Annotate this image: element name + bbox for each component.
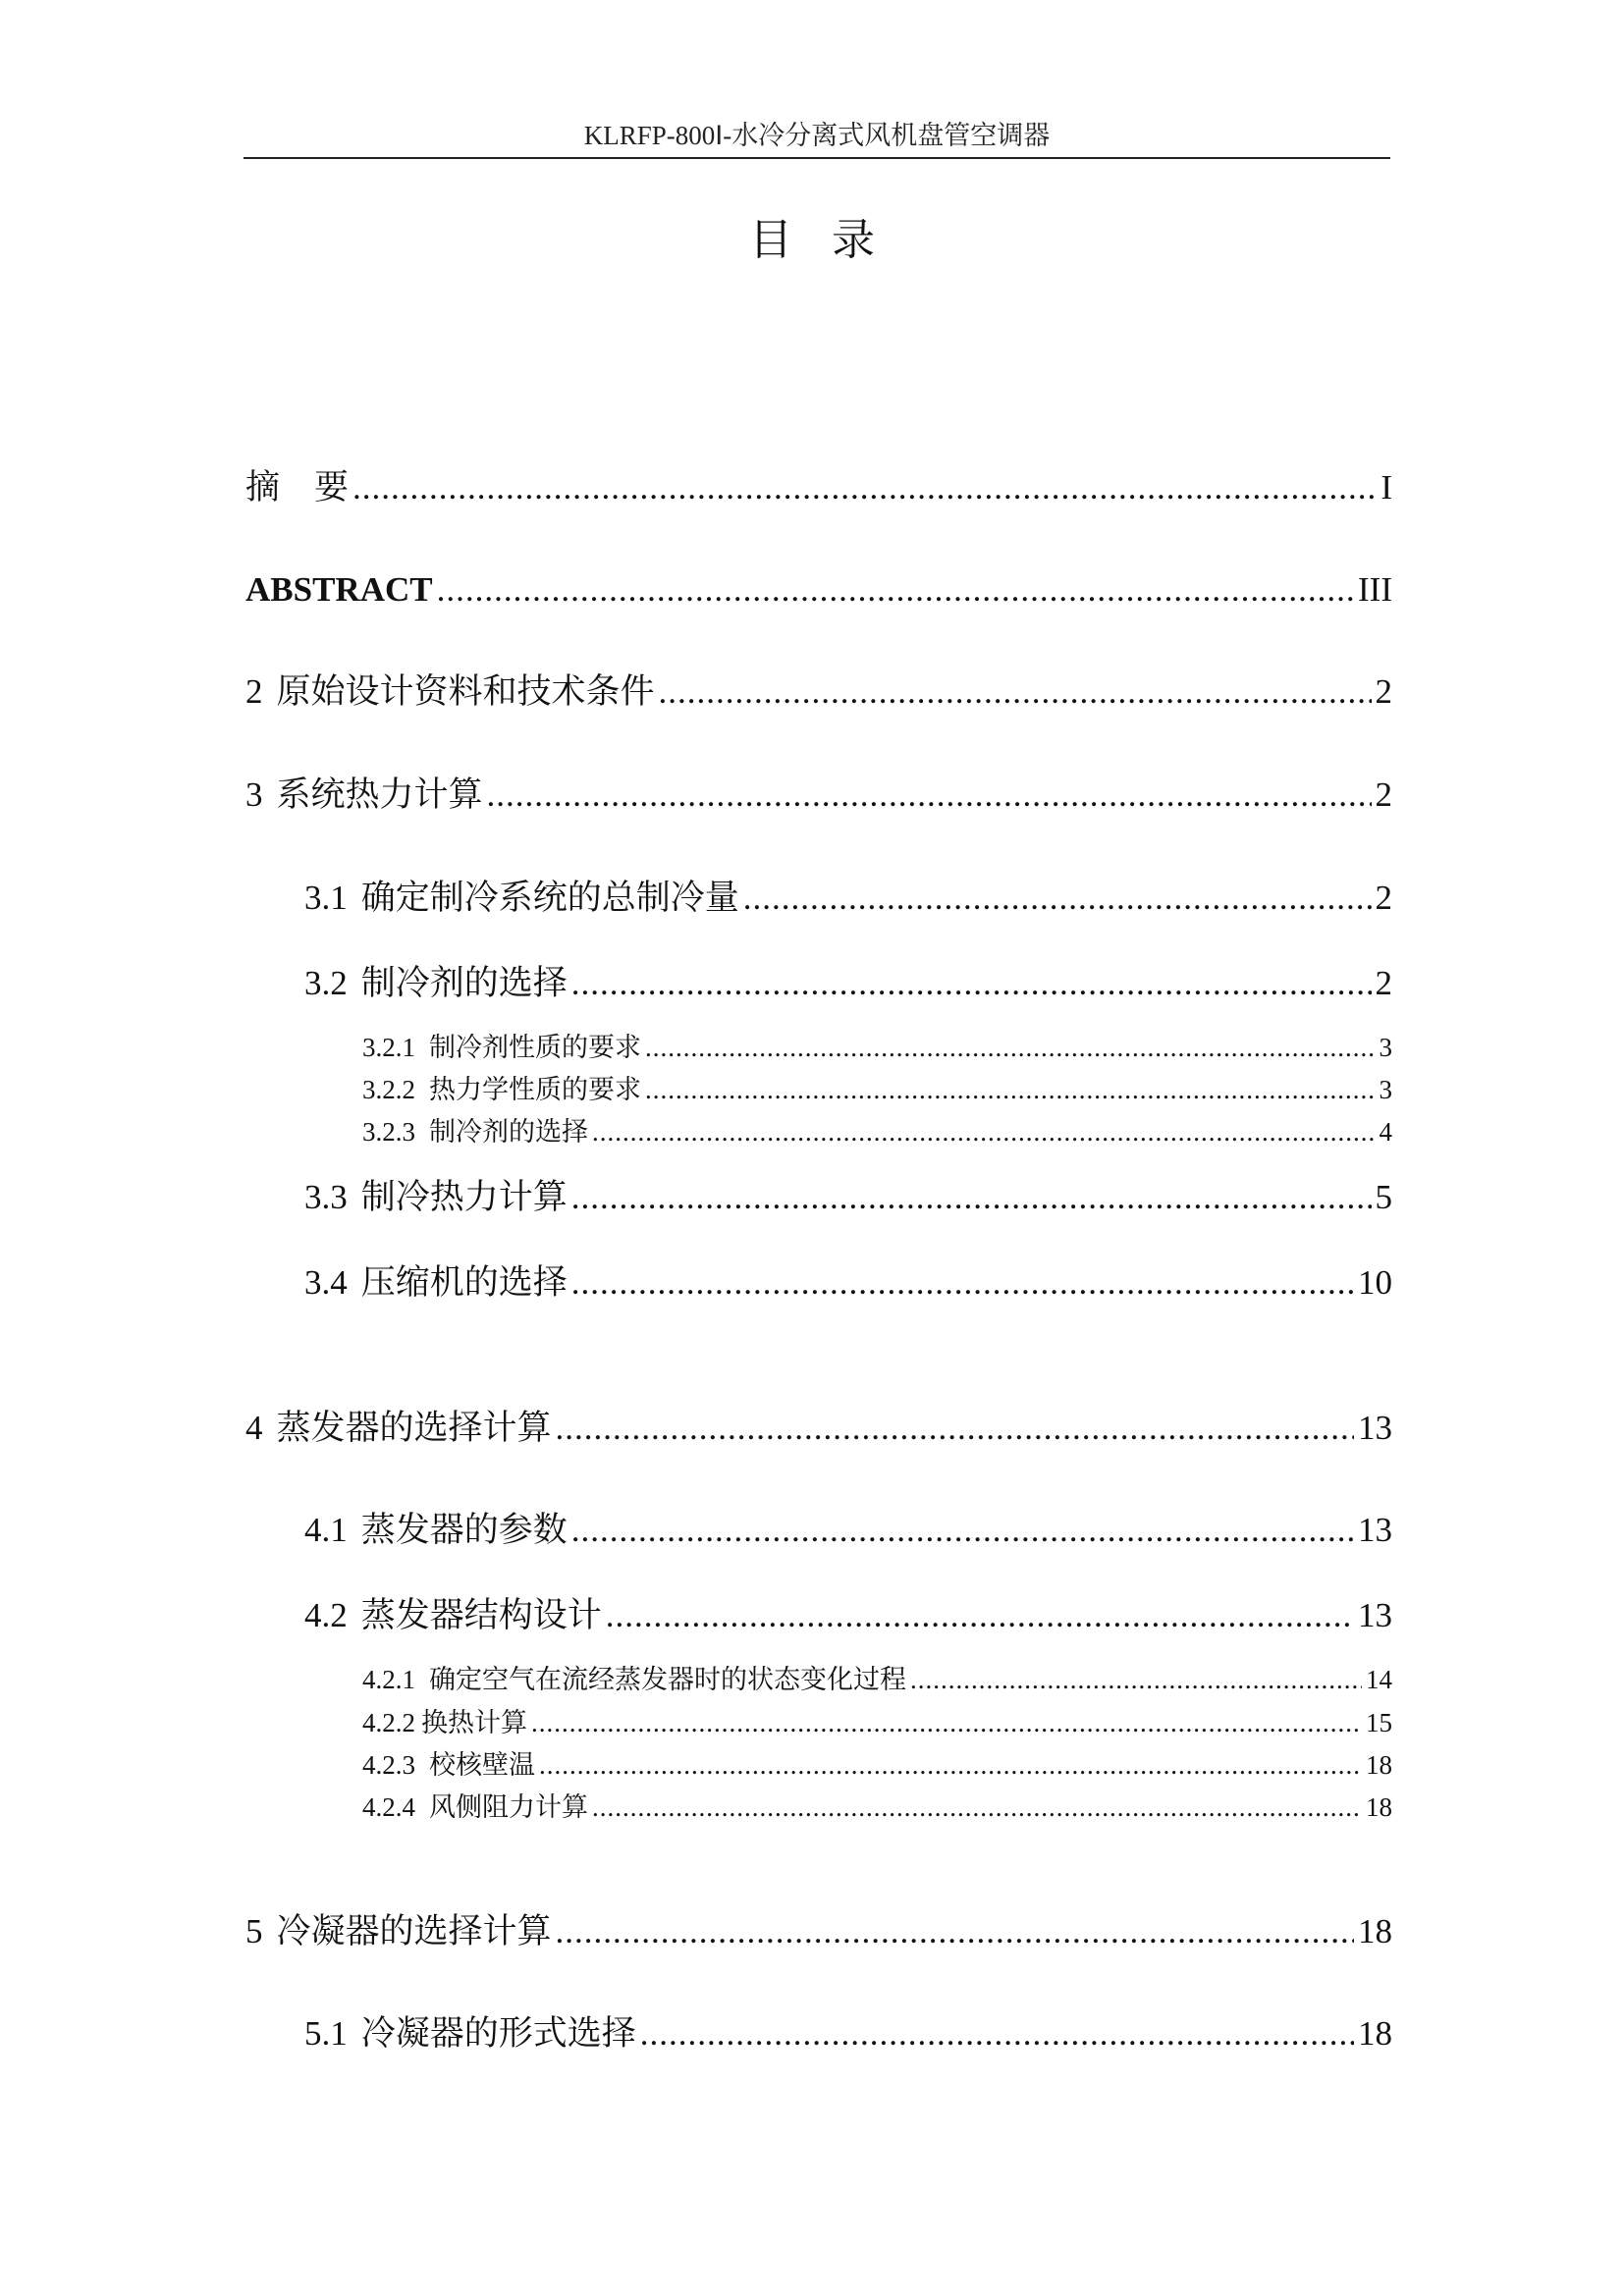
toc-entry-label: 制冷热力计算	[360, 1178, 568, 1217]
toc-entry-page: 2	[1375, 775, 1392, 814]
toc-entry-number: 4.2	[304, 1596, 348, 1634]
toc-entry-label: 摘 要	[245, 468, 350, 507]
toc-entry-ch4[interactable]	[245, 1404, 1392, 1453]
toc-entry-number: 4.2.2	[362, 1708, 415, 1737]
toc-entry-page: 13	[1358, 1511, 1392, 1549]
toc-leader-dots	[556, 1907, 1354, 1956]
toc-leader-dots	[571, 1506, 1354, 1555]
toc-entry-4-2-1[interactable]	[362, 1661, 1392, 1699]
toc-entry-number: 4	[245, 1409, 263, 1447]
toc-entry-label: 风侧阻力计算	[429, 1792, 588, 1823]
toc-entry-label: 蒸发器结构设计	[360, 1596, 602, 1635]
toc-entry-4-2-2[interactable]	[362, 1704, 1392, 1742]
toc-entry-number: 3	[245, 775, 263, 814]
toc-entry-3-2-2[interactable]	[362, 1071, 1392, 1109]
toc-entry-4-2-4[interactable]	[362, 1789, 1392, 1827]
toc-entry-5-1[interactable]	[304, 2009, 1392, 2058]
toc-entry-number: 5	[245, 1912, 263, 1950]
toc-entry-page: 5	[1375, 1178, 1392, 1216]
toc-entry-4-2[interactable]	[304, 1591, 1392, 1640]
toc-leader-dots	[352, 463, 1377, 512]
toc-entry-page: 18	[1366, 1792, 1392, 1822]
toc-entry-label: 制冷剂的选择	[429, 1117, 588, 1148]
toc-entry-label: 压缩机的选择	[360, 1263, 568, 1303]
toc-entry-label: 蒸发器的选择计算	[276, 1409, 552, 1448]
toc-entry-ch3[interactable]	[245, 771, 1392, 820]
header-rule	[244, 157, 1390, 159]
toc-leader-dots	[592, 1789, 1362, 1826]
toc-entry-label: 蒸发器的参数	[360, 1511, 568, 1550]
toc-entry-3-2-1[interactable]	[362, 1029, 1392, 1067]
toc-entry-label: 换热计算	[421, 1708, 527, 1738]
toc-leader-dots	[556, 1404, 1354, 1453]
toc-entry-4-2-3[interactable]	[362, 1746, 1392, 1785]
toc-entry-number: 3.2.2	[362, 1075, 415, 1104]
toc-leader-dots	[659, 667, 1372, 717]
toc-entry-page: 13	[1358, 1596, 1392, 1634]
toc-leader-dots	[531, 1704, 1362, 1741]
toc-entry-page: I	[1380, 468, 1392, 507]
page-title: 目录	[749, 215, 914, 265]
toc-entry-page: 18	[1358, 2014, 1392, 2053]
toc-entry-label: ABSTRACT	[245, 570, 433, 609]
toc-entry-page: 2	[1375, 879, 1392, 917]
toc-leader-dots	[640, 2009, 1354, 2058]
toc-leader-dots	[571, 1173, 1372, 1222]
toc-leader-dots	[645, 1071, 1376, 1108]
toc-entry-3-2-3[interactable]	[362, 1113, 1392, 1151]
toc-entry-number: 4.2.4	[362, 1792, 415, 1822]
toc-entry-page: 14	[1366, 1665, 1392, 1694]
running-header: KLRFP-800Ⅰ-水冷分离式风机盘管空调器	[583, 121, 1051, 150]
toc-entry-3-2[interactable]	[304, 959, 1392, 1008]
toc-entry-number: 4.2.3	[362, 1750, 415, 1780]
toc-entry-label: 校核壁温	[429, 1750, 535, 1781]
toc-entry-page: III	[1358, 570, 1392, 609]
toc-leader-dots	[910, 1661, 1362, 1698]
toc-entry-abstract-en[interactable]	[245, 565, 1392, 614]
toc-entry-page: 13	[1358, 1409, 1392, 1447]
toc-entry-number: 3.3	[304, 1178, 348, 1216]
toc-entry-3-3[interactable]	[304, 1173, 1392, 1222]
toc-leader-dots	[645, 1029, 1376, 1066]
toc-entry-page: 15	[1366, 1708, 1392, 1737]
toc-entry-page: 18	[1358, 1912, 1392, 1950]
toc-entry-abstract-cn[interactable]	[245, 463, 1392, 512]
toc-entry-number: 4.2.1	[362, 1665, 415, 1694]
toc-entry-label: 系统热力计算	[276, 775, 483, 815]
toc-entry-3-4[interactable]	[304, 1258, 1392, 1308]
toc-entry-label: 热力学性质的要求	[429, 1075, 641, 1105]
toc-leader-dots	[571, 1258, 1354, 1308]
toc-leader-dots	[743, 874, 1372, 923]
toc-entry-number: 2	[245, 672, 263, 711]
toc-entry-label: 制冷剂的选择	[360, 964, 568, 1003]
toc-leader-dots	[592, 1113, 1376, 1150]
toc-entry-page: 18	[1366, 1750, 1392, 1780]
toc-entry-ch2[interactable]	[245, 667, 1392, 717]
toc-leader-dots	[487, 771, 1372, 820]
toc-entry-label: 制冷剂性质的要求	[429, 1033, 641, 1063]
toc-entry-page: 3	[1379, 1033, 1392, 1062]
toc-entry-label: 原始设计资料和技术条件	[276, 672, 655, 712]
toc-entry-4-1[interactable]	[304, 1506, 1392, 1555]
toc-entry-page: 10	[1358, 1263, 1392, 1302]
toc-entry-label: 确定空气在流经蒸发器时的状态变化过程	[429, 1665, 906, 1695]
toc-entry-number: 3.2	[304, 964, 348, 1002]
toc-entry-page: 4	[1379, 1117, 1392, 1147]
toc-entry-label: 冷凝器的选择计算	[276, 1912, 552, 1951]
toc-leader-dots	[539, 1746, 1362, 1784]
toc-entry-number: 5.1	[304, 2014, 348, 2053]
toc-entry-page: 3	[1379, 1075, 1392, 1104]
toc-leader-dots	[571, 959, 1372, 1008]
toc-leader-dots	[437, 565, 1354, 614]
toc-entry-label: 冷凝器的形式选择	[360, 2014, 636, 2054]
toc-entry-3-1[interactable]	[304, 874, 1392, 923]
toc-entry-label: 确定制冷系统的总制冷量	[360, 879, 739, 918]
toc-entry-number: 3.2.3	[362, 1117, 415, 1147]
toc-entry-number: 3.2.1	[362, 1033, 415, 1062]
toc-leader-dots	[606, 1591, 1354, 1640]
toc-entry-number: 3.4	[304, 1263, 348, 1302]
toc-entry-page: 2	[1375, 964, 1392, 1002]
toc-entry-number: 4.1	[304, 1511, 348, 1549]
toc-entry-ch5[interactable]	[245, 1907, 1392, 1956]
toc-entry-page: 2	[1375, 672, 1392, 711]
toc-entry-number: 3.1	[304, 879, 348, 917]
